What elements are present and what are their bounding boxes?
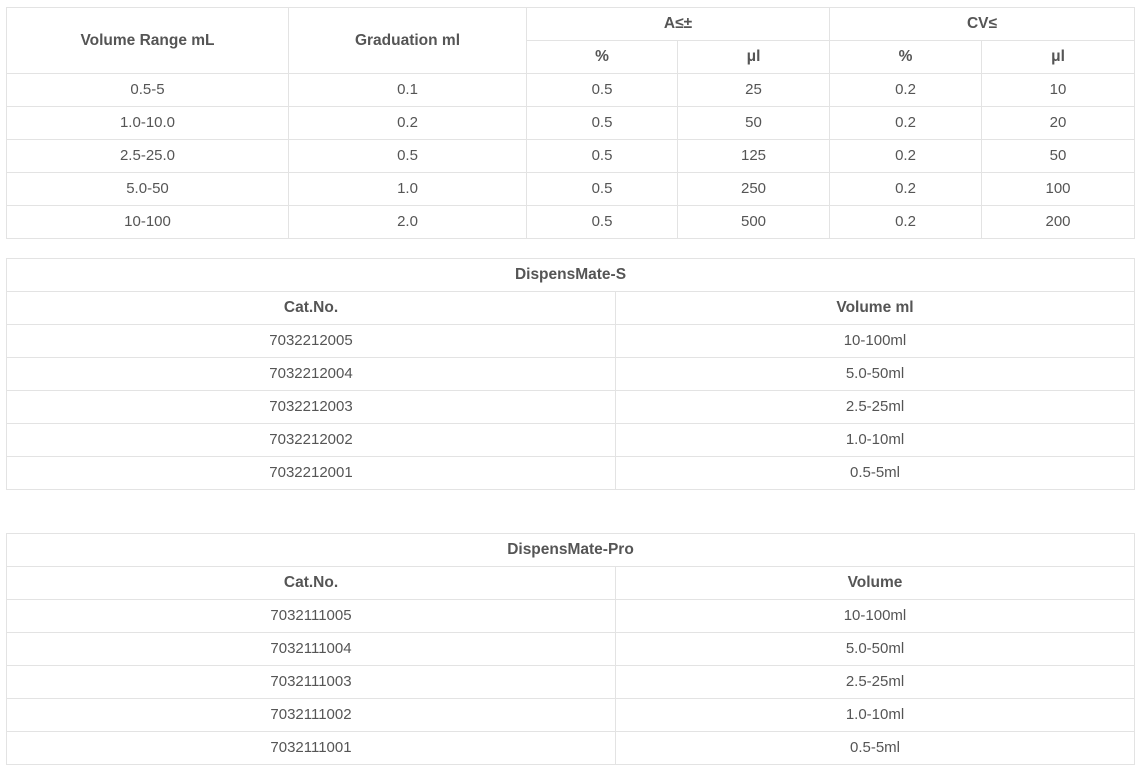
table-row	[7, 74, 1135, 107]
volume-cell: 10-100ml	[616, 600, 1135, 633]
accuracy-percent-cell: 0.5	[527, 107, 678, 140]
subheader-cv-microliter: μl	[982, 41, 1135, 74]
dispensmate-pro-title: DispensMate-Pro	[7, 534, 1135, 567]
volume-cell: 1.0-10ml	[616, 699, 1135, 732]
table-row	[7, 633, 1135, 666]
table-row	[7, 173, 1135, 206]
header-accuracy: A≤±	[527, 8, 830, 41]
header-cat-no: Cat.No.	[7, 292, 616, 325]
volume-range-cell: 2.5-25.0	[7, 140, 289, 173]
volume-cell: 10-100ml	[616, 325, 1135, 358]
cat-no-cell: 7032212005	[7, 325, 616, 358]
cv-percent-cell: 0.2	[830, 206, 982, 239]
accuracy-percent-cell: 0.5	[527, 74, 678, 107]
header-graduation: Graduation ml	[289, 8, 527, 74]
header-volume: Volume	[616, 567, 1135, 600]
cat-no-cell: 7032111001	[7, 732, 616, 765]
spec-table	[6, 7, 1135, 239]
table-row	[7, 391, 1135, 424]
cv-microliter-cell: 10	[982, 74, 1135, 107]
accuracy-percent-cell: 0.5	[527, 140, 678, 173]
table-row	[7, 600, 1135, 633]
table-row	[7, 457, 1135, 490]
subheader-accuracy-microliter: μl	[678, 41, 830, 74]
cat-no-cell: 7032111002	[7, 699, 616, 732]
graduation-cell: 0.2	[289, 107, 527, 140]
volume-cell: 2.5-25ml	[616, 666, 1135, 699]
volume-cell: 0.5-5ml	[616, 732, 1135, 765]
table-row	[7, 325, 1135, 358]
table-row	[7, 206, 1135, 239]
cv-microliter-cell: 100	[982, 173, 1135, 206]
accuracy-microliter-cell: 50	[678, 107, 830, 140]
cat-no-cell: 7032212002	[7, 424, 616, 457]
table-row	[7, 140, 1135, 173]
table-row	[7, 699, 1135, 732]
accuracy-percent-cell: 0.5	[527, 173, 678, 206]
table-row	[7, 732, 1135, 765]
volume-range-cell: 5.0-50	[7, 173, 289, 206]
cat-no-cell: 7032111005	[7, 600, 616, 633]
volume-range-cell: 0.5-5	[7, 74, 289, 107]
cv-percent-cell: 0.2	[830, 74, 982, 107]
graduation-cell: 0.5	[289, 140, 527, 173]
accuracy-microliter-cell: 250	[678, 173, 830, 206]
accuracy-microliter-cell: 25	[678, 74, 830, 107]
cat-no-cell: 7032111003	[7, 666, 616, 699]
header-volume-range: Volume Range mL	[7, 8, 289, 74]
volume-cell: 0.5-5ml	[616, 457, 1135, 490]
table-row	[7, 358, 1135, 391]
cat-no-cell: 7032111004	[7, 633, 616, 666]
cv-percent-cell: 0.2	[830, 140, 982, 173]
graduation-cell: 1.0	[289, 173, 527, 206]
volume-range-cell: 10-100	[7, 206, 289, 239]
cv-percent-cell: 0.2	[830, 173, 982, 206]
accuracy-microliter-cell: 500	[678, 206, 830, 239]
header-volume: Volume ml	[616, 292, 1135, 325]
graduation-cell: 2.0	[289, 206, 527, 239]
volume-cell: 1.0-10ml	[616, 424, 1135, 457]
table-row	[7, 107, 1135, 140]
cv-microliter-cell: 20	[982, 107, 1135, 140]
cv-microliter-cell: 50	[982, 140, 1135, 173]
cat-no-cell: 7032212004	[7, 358, 616, 391]
dispensmate-s-table	[6, 258, 1135, 490]
volume-range-cell: 1.0-10.0	[7, 107, 289, 140]
dispensmate-pro-table	[6, 533, 1135, 765]
dispensmate-s-title: DispensMate-S	[7, 259, 1135, 292]
graduation-cell: 0.1	[289, 74, 527, 107]
volume-cell: 2.5-25ml	[616, 391, 1135, 424]
cv-percent-cell: 0.2	[830, 107, 982, 140]
header-cv: CV≤	[830, 8, 1135, 41]
header-cat-no: Cat.No.	[7, 567, 616, 600]
cat-no-cell: 7032212003	[7, 391, 616, 424]
subheader-accuracy-percent: %	[527, 41, 678, 74]
accuracy-microliter-cell: 125	[678, 140, 830, 173]
table-row	[7, 424, 1135, 457]
cv-microliter-cell: 200	[982, 206, 1135, 239]
table-row	[7, 666, 1135, 699]
volume-cell: 5.0-50ml	[616, 633, 1135, 666]
cat-no-cell: 7032212001	[7, 457, 616, 490]
volume-cell: 5.0-50ml	[616, 358, 1135, 391]
accuracy-percent-cell: 0.5	[527, 206, 678, 239]
subheader-cv-percent: %	[830, 41, 982, 74]
